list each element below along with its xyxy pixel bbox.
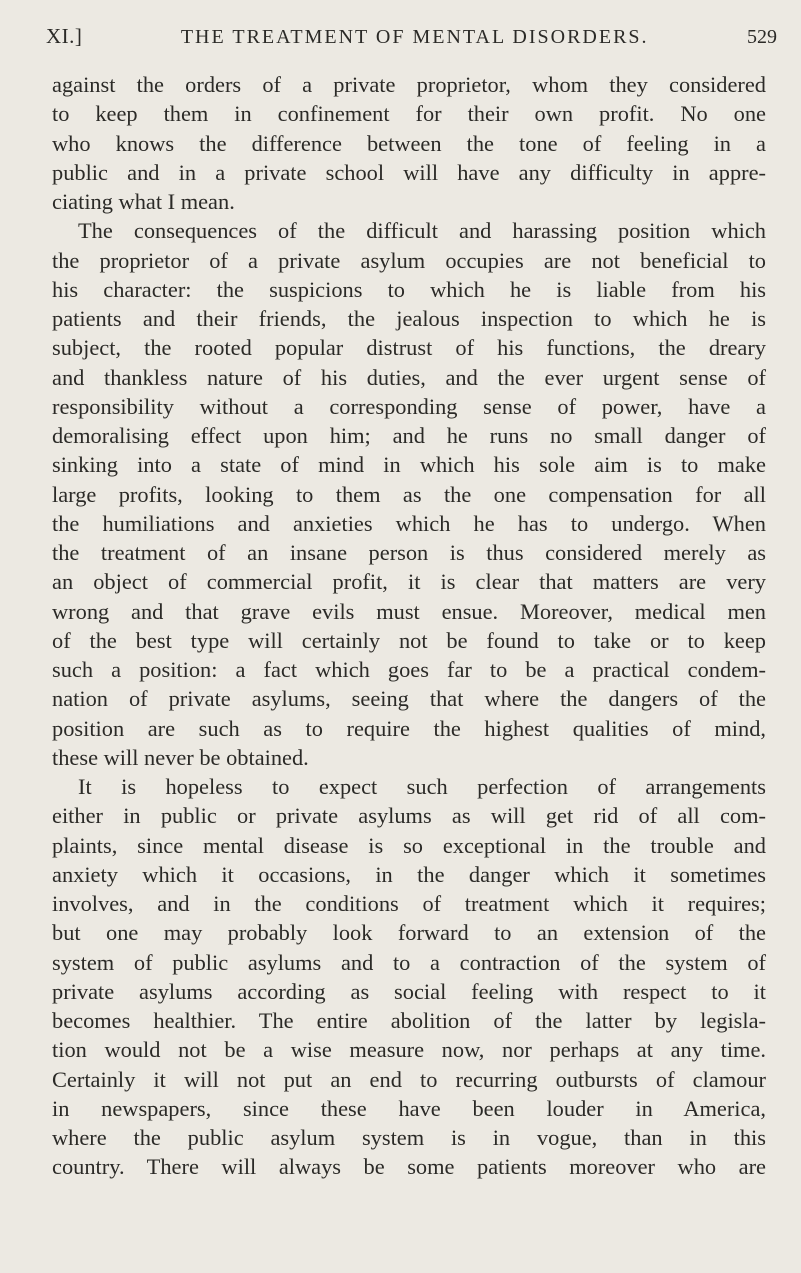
body-text: [52, 70, 766, 1182]
running-header: [46, 24, 777, 58]
text-line: country. There will always be some patients moreover who are: [52, 1154, 766, 1180]
text-line: anxiety which it occasions, in the danger which it sometimes: [52, 861, 766, 887]
text-line: public and in a private school will have any difficulty in appre-: [52, 159, 766, 185]
text-line: against the orders of a private proprietor, whom they considered: [52, 72, 766, 97]
running-title: THE TREATMENT OF MENTAL DISORDERS.: [180, 26, 649, 48]
text-line: The consequences of the difficult and harassing position which: [78, 218, 766, 244]
text-line: these will never be obtained.: [52, 744, 309, 770]
page-number: 529: [747, 26, 777, 48]
text-line: Certainly it will not put an end to recurring outbursts of clamour: [52, 1066, 766, 1092]
text-line: such a position: a fact which goes far to be a practical condem-: [52, 657, 766, 682]
text-line: the treatment of an insane person is thus considered merely as: [52, 540, 766, 565]
text-line: in newspapers, since these have been louder in America,: [52, 1095, 766, 1121]
text-line: who knows the difference between the tone of feeling in a: [52, 130, 766, 156]
chapter-marker: XI.]: [46, 24, 83, 48]
text-line: It is hopeless to expect such perfection of arrangements: [78, 774, 766, 799]
text-line: ciating what I mean.: [52, 189, 235, 214]
text-line: system of public asylums and to a contraction of the system of: [52, 949, 766, 975]
text-line: of the best type will certainly not be found to take or to keep: [52, 627, 766, 653]
text-line: to keep them in confinement for their own profit. No one: [52, 101, 766, 127]
text-line: private asylums according as social feeling with respect to it: [52, 978, 766, 1004]
text-line: the proprietor of a private asylum occupies are not beneficial to: [52, 247, 766, 273]
text-line: either in public or private asylums as will get rid of all com-: [52, 803, 766, 829]
text-line: plaints, since mental disease is so exceptional in the trouble and: [52, 832, 766, 858]
text-line: involves, and in the conditions of treatment which it requires;: [52, 891, 766, 916]
text-line: but one may probably look forward to an extension of the: [52, 920, 766, 946]
text-line: tion would not be a wise measure now, nor perhaps at any time.: [52, 1037, 766, 1063]
text-line: large profits, looking to them as the one compensation for all: [52, 481, 766, 507]
text-line: his character: the suspicions to which he is liable from his: [52, 276, 766, 302]
text-line: the humiliations and anxieties which he has to undergo. When: [52, 510, 766, 536]
text-line: an object of commercial profit, it is clear that matters are very: [52, 569, 766, 595]
text-line: wrong and that grave evils must ensue. Moreover, medical men: [52, 598, 766, 624]
text-line: patients and their friends, the jealous inspection to which he is: [52, 306, 766, 331]
text-line: where the public asylum system is in vogue, than in this: [52, 1125, 766, 1150]
text-line: subject, the rooted popular distrust of his functions, the dreary: [52, 335, 766, 361]
text-line: becomes healthier. The entire abolition of the latter by legisla-: [52, 1008, 766, 1033]
text-line: sinking into a state of mind in which his sole aim is to make: [52, 452, 766, 478]
text-line: position are such as to require the highest qualities of mind,: [52, 715, 766, 741]
text-line: and thankless nature of his duties, and the ever urgent sense of: [52, 364, 766, 390]
text-line: responsibility without a corresponding sense of power, have a: [52, 393, 766, 419]
text-line: nation of private asylums, seeing that where the dangers of the: [52, 686, 766, 712]
text-line: demoralising effect upon him; and he runs no small danger of: [52, 423, 766, 448]
